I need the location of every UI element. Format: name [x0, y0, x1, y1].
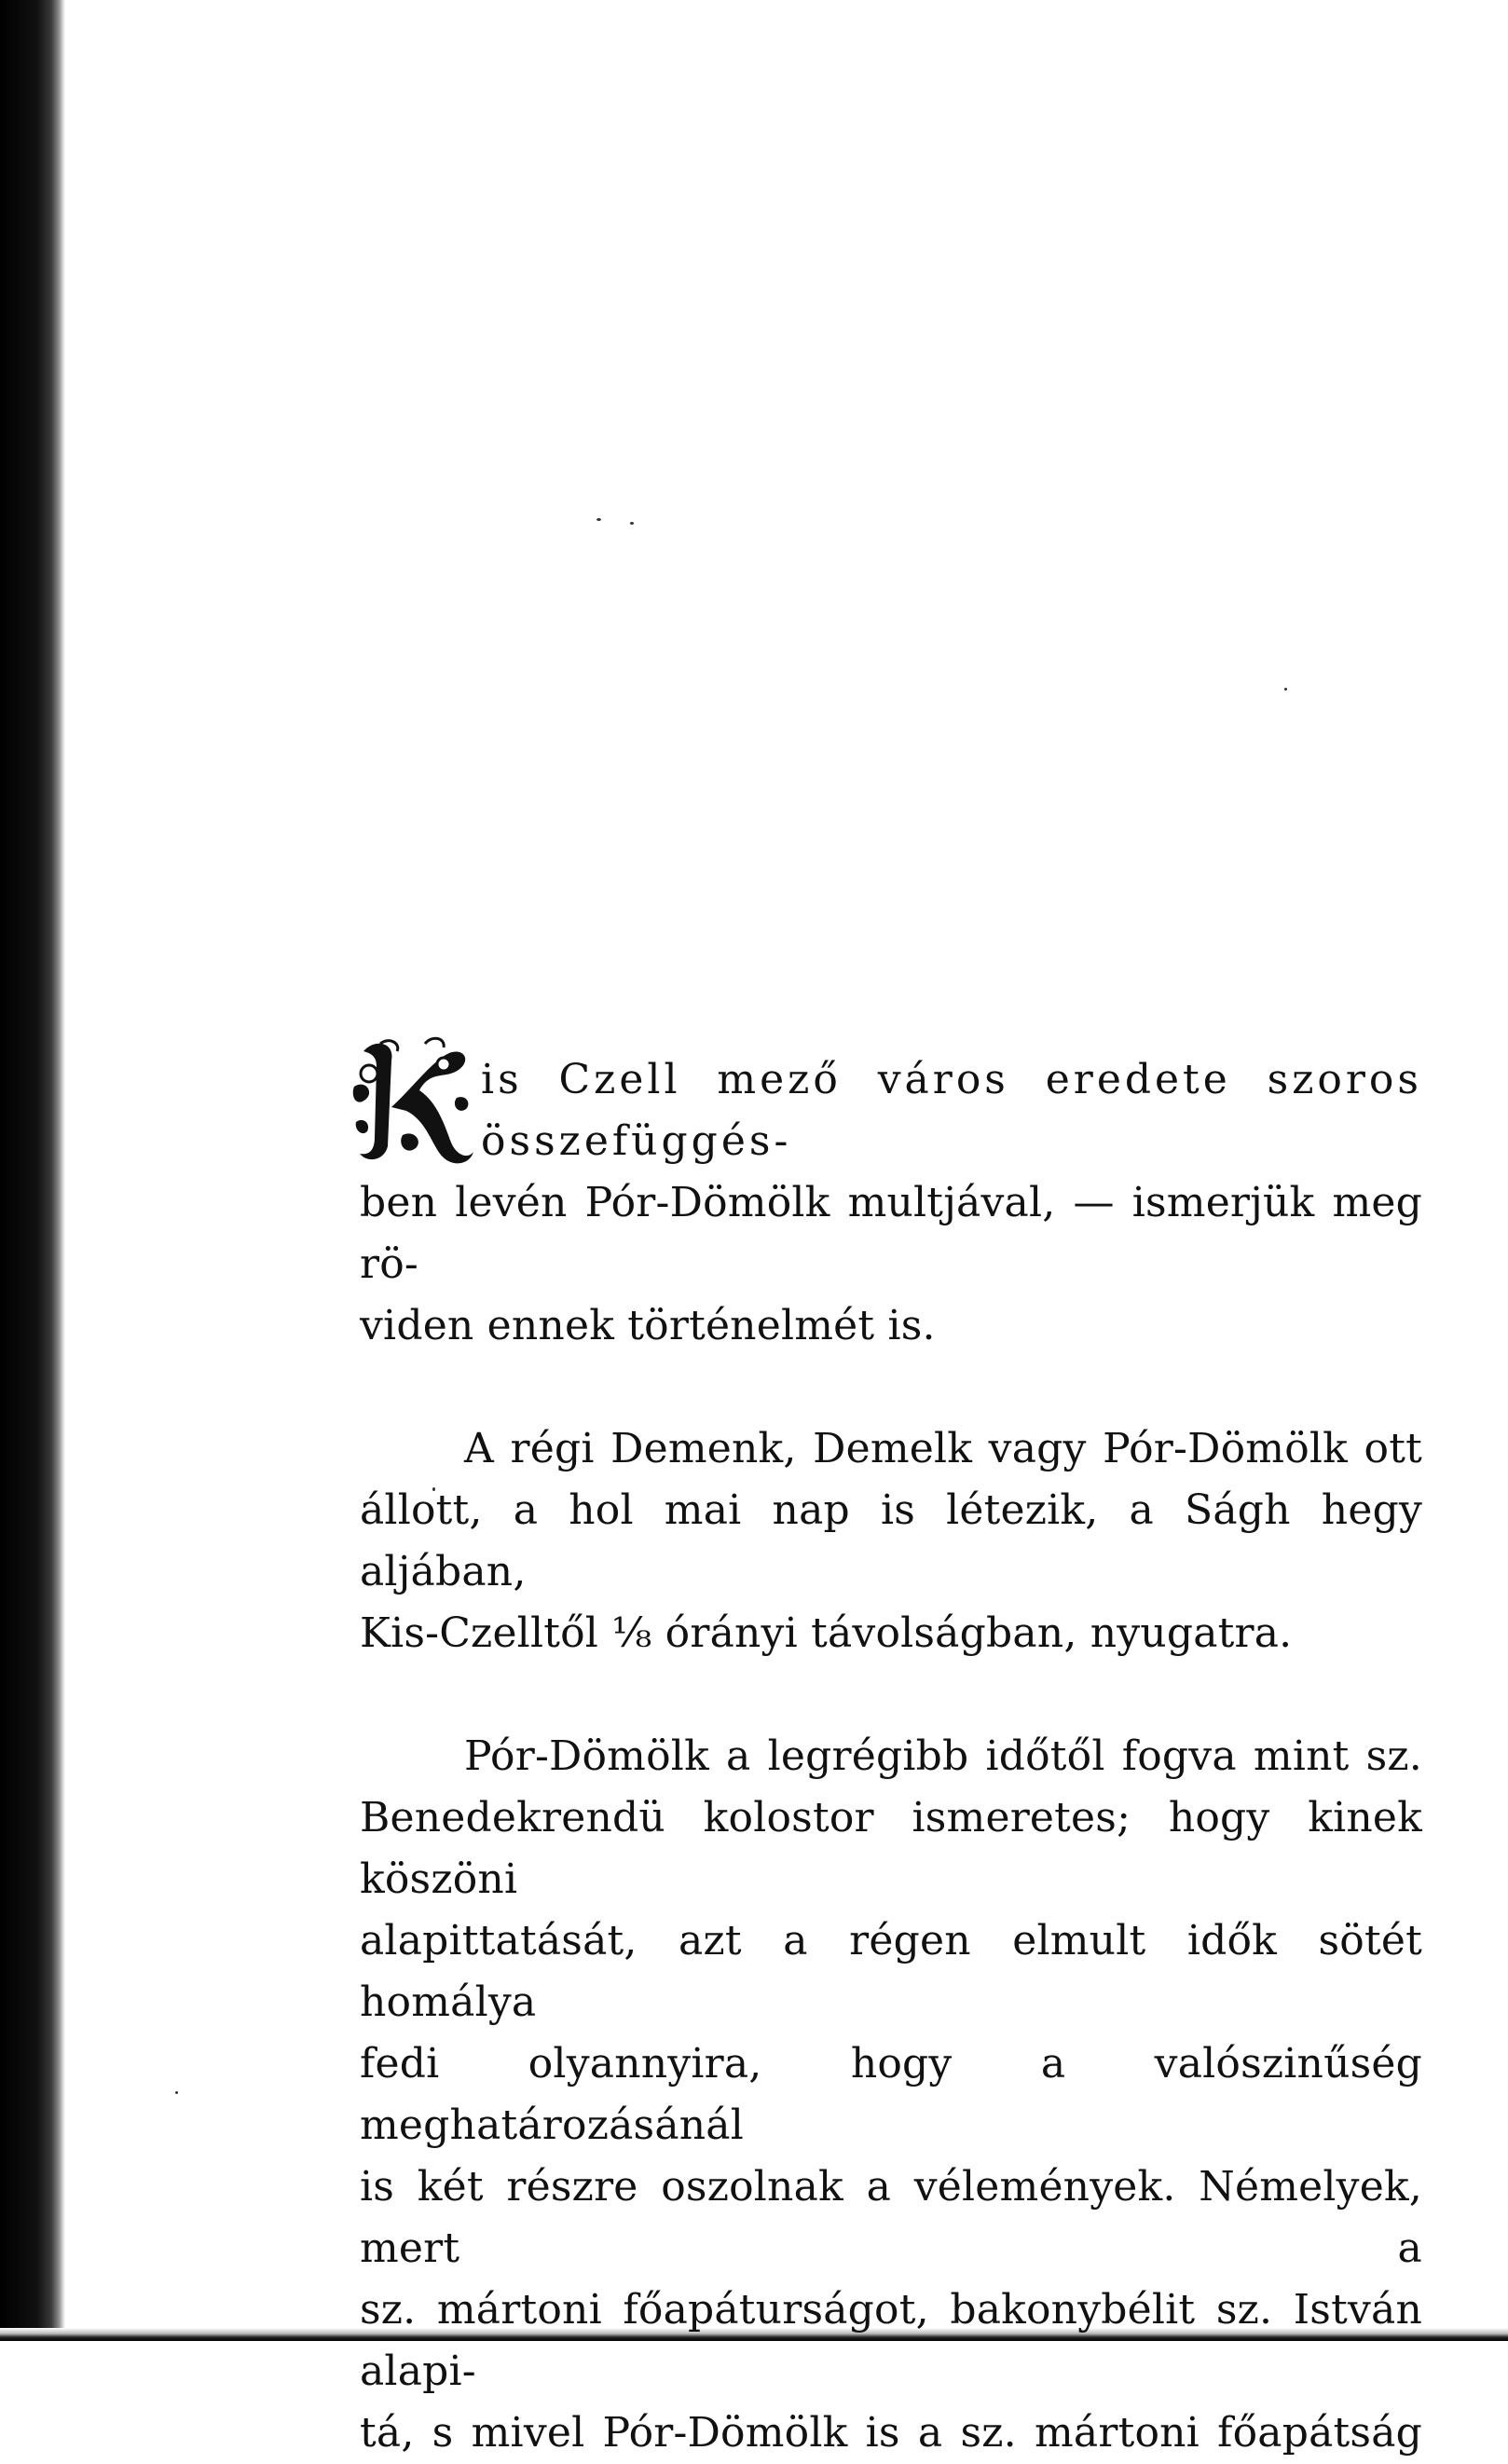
text-line: tá, s mivel Pór-Dömölk is a sz. mártoni főapátság: [360, 2409, 1422, 2457]
text-line: állott, a hol mai nap is létezik, a Ságh hegy aljában,: [360, 1486, 1422, 1595]
paragraph-first-line: [360, 1033, 1422, 1172]
scan-speck: [175, 2091, 178, 2094]
text-line: is két részre oszolnak a vélemények. Némelyek, mert a: [360, 2163, 1422, 2272]
text-line: ben levén Pór-Dömölk multjával, — ismerjük meg rö-: [360, 1179, 1422, 1288]
text-line: Benedekrendü kolostor ismeretes; hogy kinek köszöni: [360, 1794, 1422, 1903]
text-line: viden ennek történelmét is.: [360, 1302, 936, 1349]
paragraph-benedictine-monastery: [360, 1726, 1422, 2464]
scan-speck: [596, 518, 601, 521]
page-text-block: [360, 1033, 1422, 2464]
text-line: Kis-Czelltől ¹⁄₈ órányi távolságban, nyugatra.: [360, 1609, 1293, 1657]
text-line: A régi Demenk, Demelk vagy Pór-Dömölk ott: [464, 1425, 1422, 1472]
paragraph-old-demenk: [360, 1418, 1422, 1664]
text-line: sz. mártoni főapáturságot, bakonybélit sz. István alapi-: [360, 2286, 1422, 2395]
text-line: is Czell mező város eredete szoros összefüggés-: [481, 1056, 1422, 1165]
paragraph-kis-czell-origin: [360, 1033, 1422, 1357]
ornate-k-icon: [347, 1033, 477, 1172]
scan-speck: [630, 522, 634, 525]
scan-binding-edge: [0, 0, 65, 2341]
text-line: alapittatását, azt a régen elmult idők sötét homálya: [360, 1917, 1422, 2026]
text-line: Pór-Dömölk a legrégibb időtől fogva mint sz.: [464, 1732, 1422, 1780]
text-line: fedi olyannyira, hogy a valószinűség meghatározásánál: [360, 2040, 1422, 2149]
scan-speck: [1284, 688, 1287, 691]
ornamental-drop-cap-k: [347, 1033, 477, 1172]
